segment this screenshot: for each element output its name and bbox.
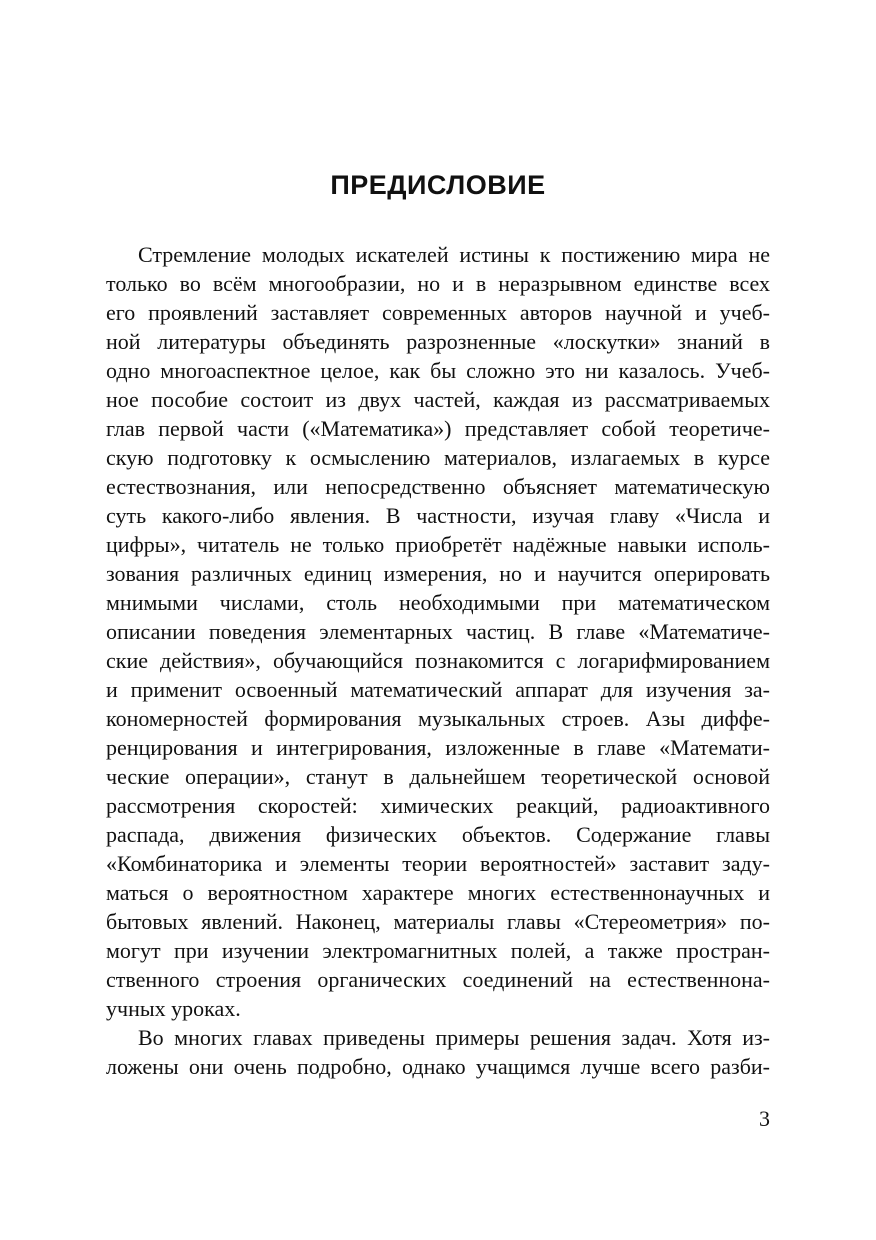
text-line: учных уроках.: [106, 996, 241, 1021]
text-line: ренцирования и интегрирования, изложенные в главе «Математи-: [106, 735, 770, 760]
text-line: рассмотрения скоростей: химических реакций, радиоактивного: [106, 793, 770, 818]
text-line: цифры», читатель не только приобретёт надёжные навыки исполь-: [106, 532, 770, 557]
text-line: суть какого-либо явления. В частности, изучая главу «Числа и: [106, 503, 770, 528]
text-line: Стремление молодых искателей истины к постижению мира не: [138, 242, 770, 267]
text-line: только во всём многообразии, но и в неразрывном единстве всех: [106, 271, 770, 296]
text-line: распада, движения физических объектов. Содержание главы: [106, 822, 770, 847]
page-number: 3: [759, 1106, 770, 1131]
text-line: зования различных единиц измерения, но и научится оперировать: [106, 561, 770, 586]
text-line: могут при изучении электромагнитных полей, а также простран-: [106, 938, 770, 963]
text-line: ной литературы объединять разрозненные «лоскутки» знаний в: [106, 329, 770, 354]
text-line: скую подготовку к осмыслению материалов, излагаемых в курсе: [106, 445, 770, 470]
text-line: кономерностей формирования музыкальных строев. Азы диффе-: [106, 706, 770, 731]
text-line: ложены они очень подробно, однако учащимся лучше всего разби-: [106, 1054, 770, 1079]
text-line: ственного строения органических соединений на естественнона-: [106, 967, 770, 992]
text-line: ное пособие состоит из двух частей, каждая из рассматриваемых: [106, 387, 770, 412]
text-line: его проявлений заставляет современных авторов научной и учеб-: [106, 300, 770, 325]
text-line: глав первой части («Математика») представляет собой теоретиче-: [106, 416, 770, 441]
text-line: мнимыми числами, столь необходимыми при математическом: [106, 590, 770, 615]
text-line: «Комбинаторика и элементы теории вероятностей» заставит заду-: [106, 851, 770, 876]
text-line: ские действия», обучающийся познакомится с логарифмированием: [106, 648, 770, 673]
text-line: естествознания, или непосредственно объясняет математическую: [106, 474, 770, 499]
paragraph-1: [106, 240, 770, 1023]
text-line: описании поведения элементарных частиц. В главе «Математиче-: [106, 619, 770, 644]
text-line: одно многоаспектное целое, как бы сложно это ни казалось. Учеб-: [106, 358, 770, 383]
text-line: Во многих главах приведены примеры решения задач. Хотя из-: [138, 1025, 770, 1050]
body-text: [106, 240, 770, 1081]
text-line: ческие операции», станут в дальнейшем теоретической основой: [106, 764, 770, 789]
text-line: бытовых явлений. Наконец, материалы главы «Стереометрия» по-: [106, 909, 770, 934]
text-line: маться о вероятностном характере многих естественнонаучных и: [106, 880, 770, 905]
paragraph-2: [106, 1023, 770, 1081]
page-title: ПРЕДИСЛОВИЕ: [330, 170, 546, 200]
text-line: и применит освоенный математический аппарат для изучения за-: [106, 677, 770, 702]
